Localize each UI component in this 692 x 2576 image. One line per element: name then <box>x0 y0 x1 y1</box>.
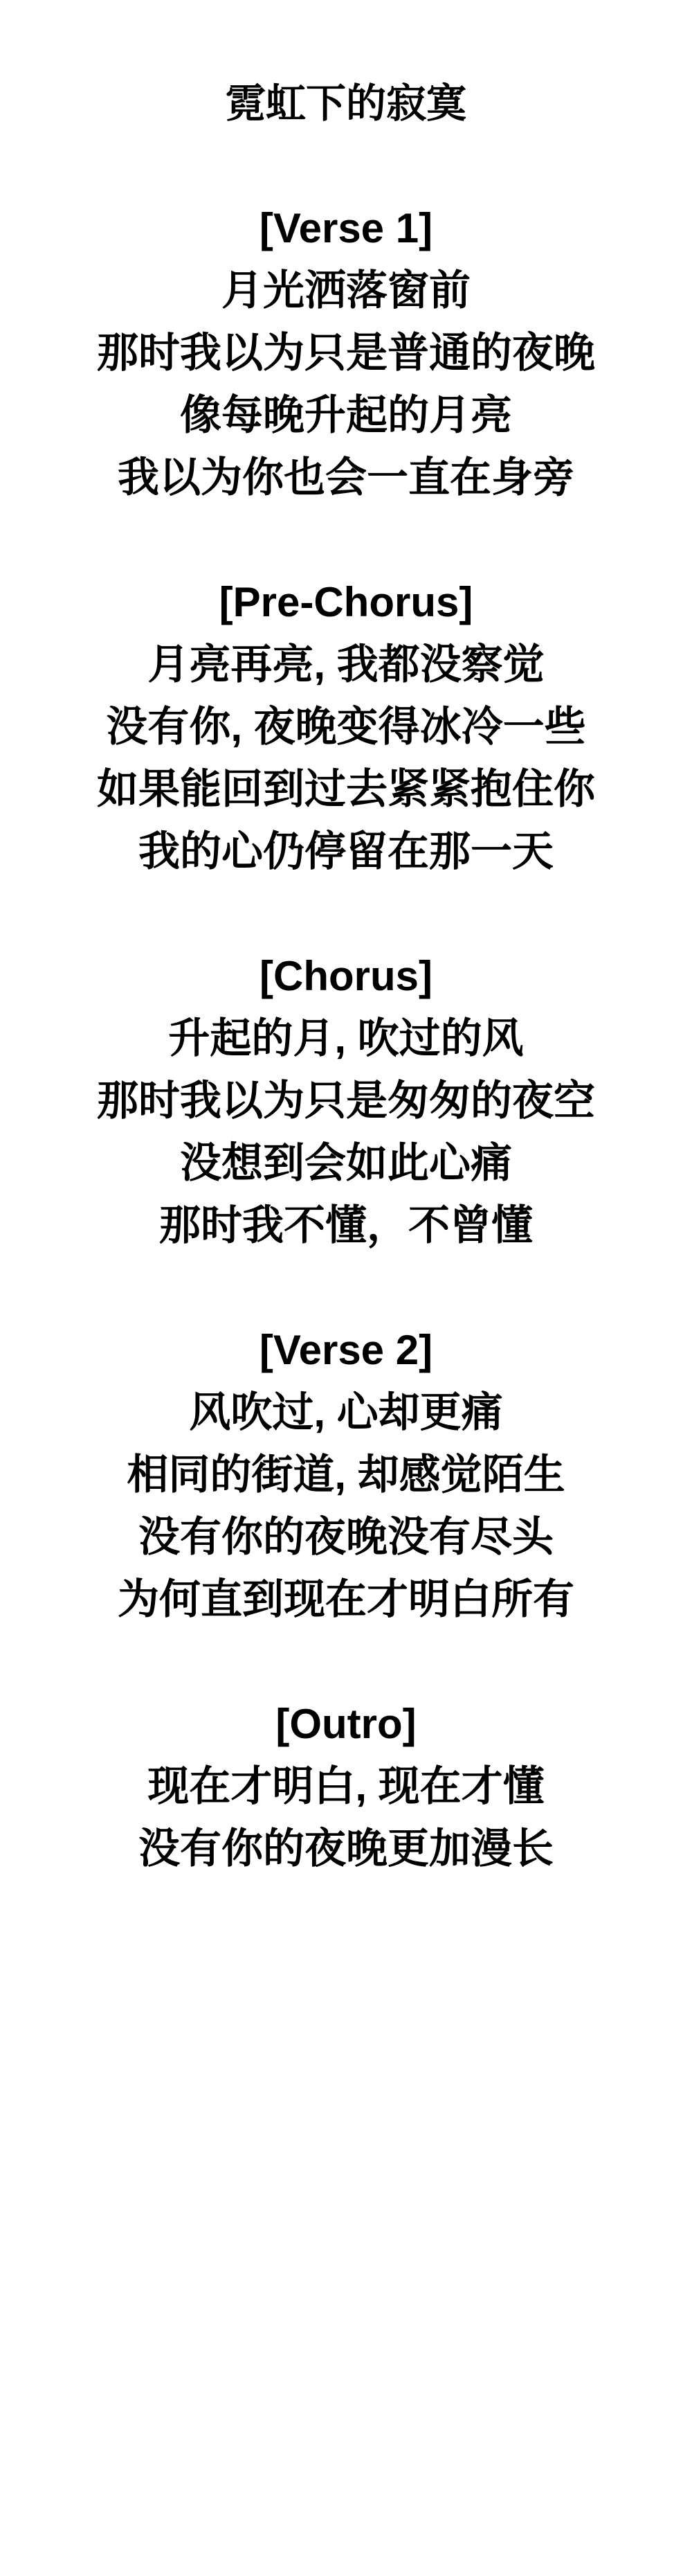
lyric-line: 月亮再亮, 我都没察觉 <box>147 641 545 688</box>
lyric-line: 月光洒落窗前 <box>221 267 471 314</box>
section-pre-chorus <box>0 571 692 883</box>
lyric-line: 我的心仍停留在那一天 <box>138 828 554 875</box>
lyric-line: 相同的街道, 却感觉陌生 <box>127 1451 565 1498</box>
lyric-line: 没有你的夜晚更加漫长 <box>138 1825 554 1872</box>
section-header: [Chorus] <box>260 953 432 999</box>
lyric-line: 现在才明白, 现在才懂 <box>147 1763 545 1809</box>
section-outro <box>0 1693 692 1880</box>
section-header: [Verse 2] <box>259 1327 433 1373</box>
lyric-line: 风吹过, 心却更痛 <box>189 1389 503 1435</box>
section-chorus <box>0 945 692 1257</box>
section-header: [Verse 1] <box>259 205 433 251</box>
lyric-line: 我以为你也会一直在身旁 <box>118 454 574 501</box>
song-title: 霓虹下的寂寞 <box>225 81 466 126</box>
lyric-line: 那时我不懂，不曾懂 <box>159 1202 533 1249</box>
lyric-line: 升起的月, 吹过的风 <box>168 1015 524 1062</box>
section-header: [Outro] <box>275 1701 417 1747</box>
lyric-line: 那时我以为只是普通的夜晚 <box>97 330 595 376</box>
lyric-line: 没想到会如此心痛 <box>180 1140 512 1186</box>
lyric-line: 为何直到现在才明白所有 <box>118 1576 574 1622</box>
lyric-line: 没有你, 夜晚变得冰冷一些 <box>106 704 586 750</box>
lyric-line: 如果能回到过去紧紧抱住你 <box>97 766 595 812</box>
lyric-line: 那时我以为只是匆匆的夜空 <box>97 1077 595 1124</box>
lyric-line: 没有你的夜晚没有尽头 <box>138 1514 554 1560</box>
section-verse-1 <box>0 197 692 509</box>
section-header: [Pre-Chorus] <box>219 579 473 625</box>
lyric-line: 像每晚升起的月亮 <box>180 392 512 438</box>
section-verse-2 <box>0 1319 692 1631</box>
